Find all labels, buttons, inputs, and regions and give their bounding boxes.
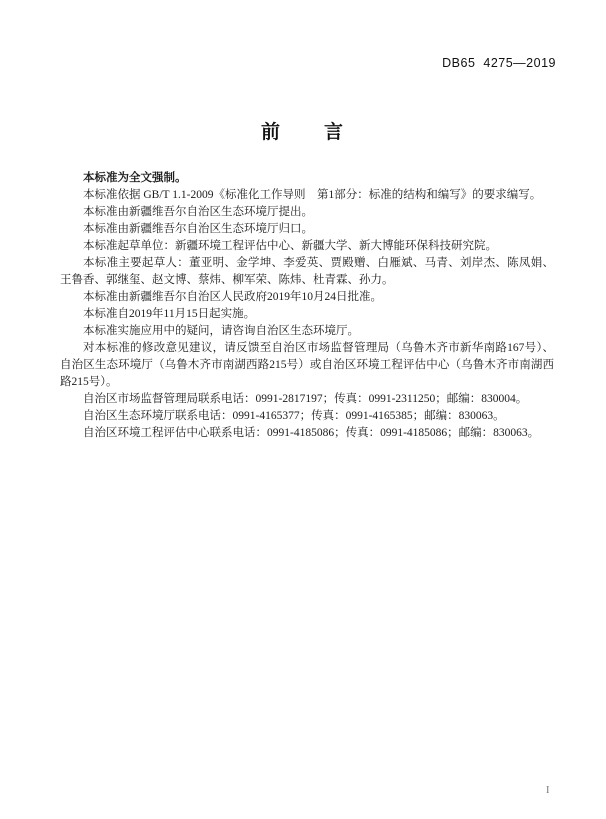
body-paragraph: 自治区市场监督管理局联系电话：0991-2817197；传真：0991-2311250；邮编：830004。	[83, 393, 528, 405]
page-title: 前 言	[260, 122, 345, 143]
body-paragraph: 本标准主要起草人：董亚明、金学坤、李爱英、贾殿赠、白雁斌、马青、刘岸杰、陈凤娟、王鲁香、郭继玺、赵文博、蔡炜、柳军荣、陈炜、杜青霖、孙力。	[60, 257, 554, 286]
body-paragraph: 本标准由新疆维吾尔自治区人民政府2019年10月24日批准。	[83, 291, 382, 303]
body-paragraph: 本标准由新疆维吾尔自治区生态环境厅提出。	[83, 206, 313, 218]
body-paragraph: 本标准起草单位：新疆环境工程评估中心、新疆大学、新大博能环保科技研究院。	[83, 240, 497, 252]
mandatory-statement: 本标准为全文强制。	[83, 172, 187, 184]
standard-number: DB65 4275—2019	[442, 56, 556, 70]
foreword-body	[60, 170, 554, 442]
body-paragraph: 自治区环境工程评估中心联系电话：0991-4185086；传真：0991-4185086；邮编：830063。	[83, 427, 540, 439]
body-paragraph: 本标准自2019年11月15日起实施。	[83, 308, 256, 320]
body-paragraph: 自治区生态环境厅联系电话：0991-4165377；传真：0991-4165385；邮编：830063。	[83, 410, 505, 422]
body-paragraph: 本标准依据 GB/T 1.1-2009《标准化工作导则 第1部分：标准的结构和编写》的要求编写。	[83, 189, 542, 201]
page-footer	[0, 780, 550, 798]
body-paragraph: 本标准实施应用中的疑问，请咨询自治区生态环境厅。	[83, 325, 359, 337]
page-header	[0, 54, 556, 72]
body-paragraph: 本标准由新疆维吾尔自治区生态环境厅归口。	[83, 223, 313, 235]
body-paragraph: 对本标准的修改意见建议，请反馈至自治区市场监督管理局（乌鲁木齐市新华南路167号）、自治区生态环境厅（乌鲁木齐市南湖西路215号）或自治区环境工程评估中心（乌鲁木齐市南湖西路215号）。	[60, 342, 554, 388]
page-number: I	[545, 784, 550, 796]
